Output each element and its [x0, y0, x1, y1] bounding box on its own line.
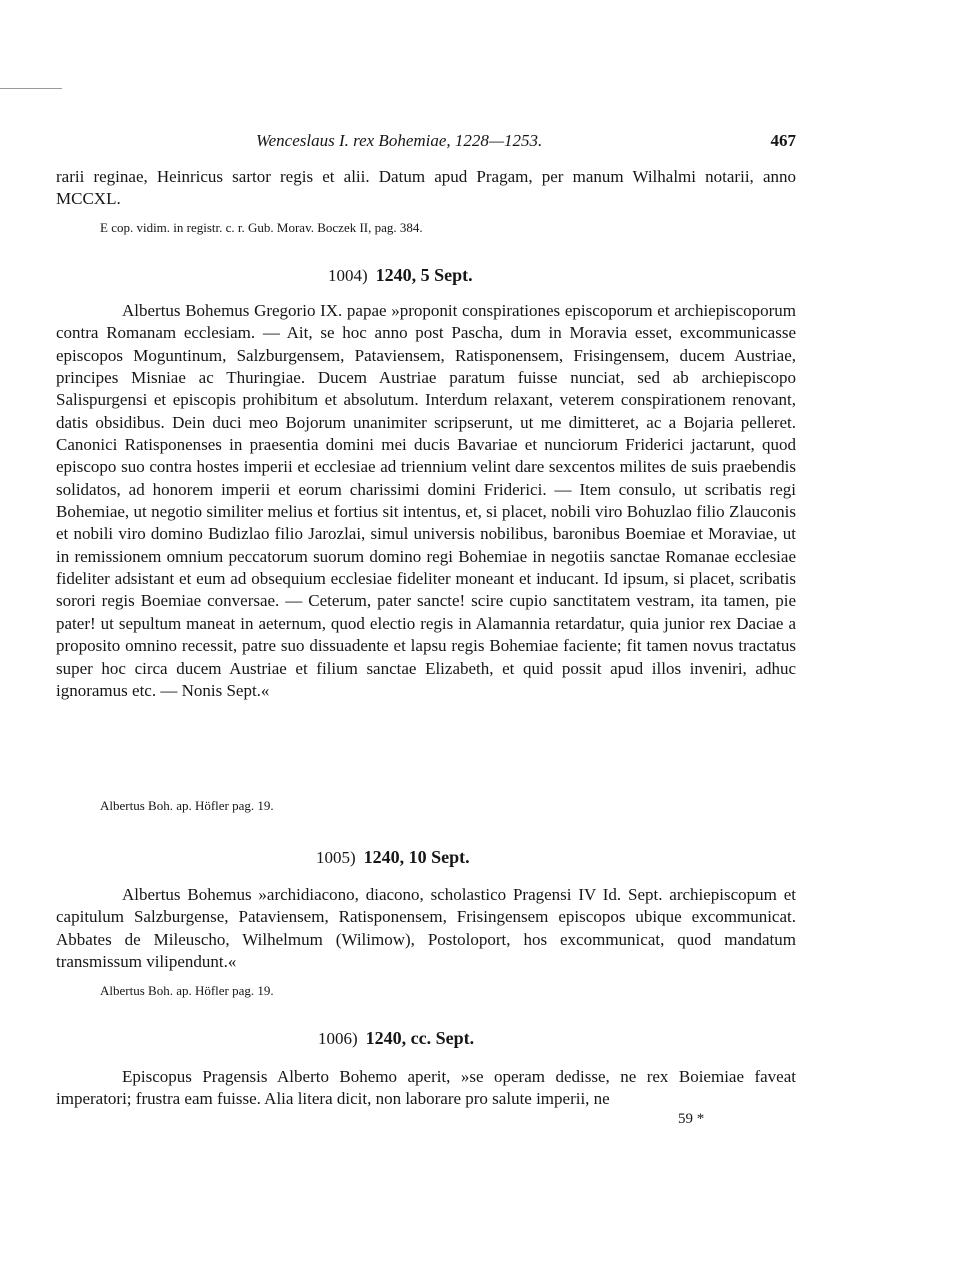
page-number: 467	[770, 131, 796, 150]
scan-edge-line	[0, 88, 62, 89]
entry-1004-heading	[328, 265, 473, 286]
carryover-source-note: E cop. vidim. in registr. c. r. Gub. Morav. Boczek II, pag. 384.	[100, 220, 423, 235]
carryover-paragraph	[56, 166, 796, 211]
entry-date: 1240, 5 Sept.	[375, 265, 473, 285]
running-header	[56, 131, 796, 155]
entry-date: 1240, 10 Sept.	[363, 847, 470, 867]
entry-number: 1005)	[316, 848, 356, 867]
entry-body-text: Albertus Bohemus Gregorio IX. papae »proponit conspirationes episcoporum et archiepiscoporum contra Romanam ecclesiam. — Ait, se hoc anno post Pascha, dum in Moravia esset, excommunicasse episcopos Moguntinum, Salzburgensem, Pataviensem, Ratisponensem, Frisingensem, ducem Austriae, principes Misniae ac Thuringiae. Ducem Austriae paratum fuisse nunciat, sed ab archiepiscopo Salispurgensi et episcopis prohibitum et absolutum. Interdum relaxant, veterem conspirationem renovant, datis obsidibus. Dein duci meo Bojorum unanimiter scripserunt, ut me dimitteret, ac a Bojaria pelleret. Canonici Ratisponenses in praesentia domini mei ducis Bavariae et nunciorum Friderici jactarunt, quod episcopo suo contra hostes imperii et ecclesiae ad triennium velint dare sexcentos milites de suis praebendis solidatos, ad honorem imperii et eorum charissimi domini Friderici. — Item consulo, ut scribatis regi Bohemiae, ut negotio similiter melius et fortius sit intentus, et, si placet, nobili viro Bohuzlao filio Zlauconis et nobili viro domino Budizlao filio Jarozlai, simul universis nobilibus, baronibus Boemiae et Moraviae, ut in remissionem omnium peccatorum suorum domino regi Bohemiae in negotiis sanctae Romanae ecclesiae fideliter adsistant et eum ad obsequium ecclesiae fideliter moneant et inducant. Id ipsum, si placet, scribatis sorori regis Boemiae conversae. — Ceterum, pater sancte! scire cupio sanctitatem vestram, ita tamen, pie pater! ut sepultum maneat in aeternum, quod electio regis in Alamannia retardatur, quia junior rex Daciae a proposito omnino recessit, patre suo dissuadente et lapsu regis Bohemiae faciente; fit tamen novus tractatus super hoc circa ducem Austriae et filium sanctae Elizabeth, et quid possit apud illos inveniri, adhuc ignoramus etc. — Nonis Sept.«	[56, 301, 796, 700]
entry-1005-source-note: Albertus Boh. ap. Höfler pag. 19.	[100, 983, 274, 998]
entry-date: 1240, cc. Sept.	[365, 1028, 475, 1048]
entry-body-text: Episcopus Pragensis Alberto Bohemo aperit, »se operam dedisse, ne rex Boiemiae faveat imperatori; frustra eam fuisse. Alia litera dicit, non laborare pro salute imperii, ne	[56, 1067, 796, 1109]
entry-body-text: Albertus Bohemus »archidiacono, diacono, scholastico Pragensi IV Id. Sept. archiepiscopum et capitulum Salzburgense, Pataviensem, Ratisponensem, Frisingensem episcopos ubique excommunicat. Abbates de Mileuscho, Wilhelmum (Wilimow), Postoloport, hos excommunicat, quod mandatum transmissum vilipendunt.«	[56, 885, 796, 972]
entry-number: 1004)	[328, 266, 368, 285]
entry-1006-body	[56, 1066, 796, 1111]
entry-1005-heading	[316, 847, 470, 868]
entry-1004-source-note: Albertus Boh. ap. Höfler pag. 19.	[100, 798, 274, 813]
carryover-text: rarii reginae, Heinricus sartor regis et alii. Datum apud Pragam, per manum Wilhalmi notarii, anno MCCXL.	[56, 167, 796, 209]
running-title: Wenceslaus I. rex Bohemiae, 1228—1253.	[256, 131, 543, 150]
entry-1005-body	[56, 884, 796, 973]
signature-mark: 59 *	[678, 1111, 705, 1127]
entry-number: 1006)	[318, 1029, 358, 1048]
entry-1004-body	[56, 300, 796, 702]
entry-1006-heading	[318, 1028, 474, 1049]
